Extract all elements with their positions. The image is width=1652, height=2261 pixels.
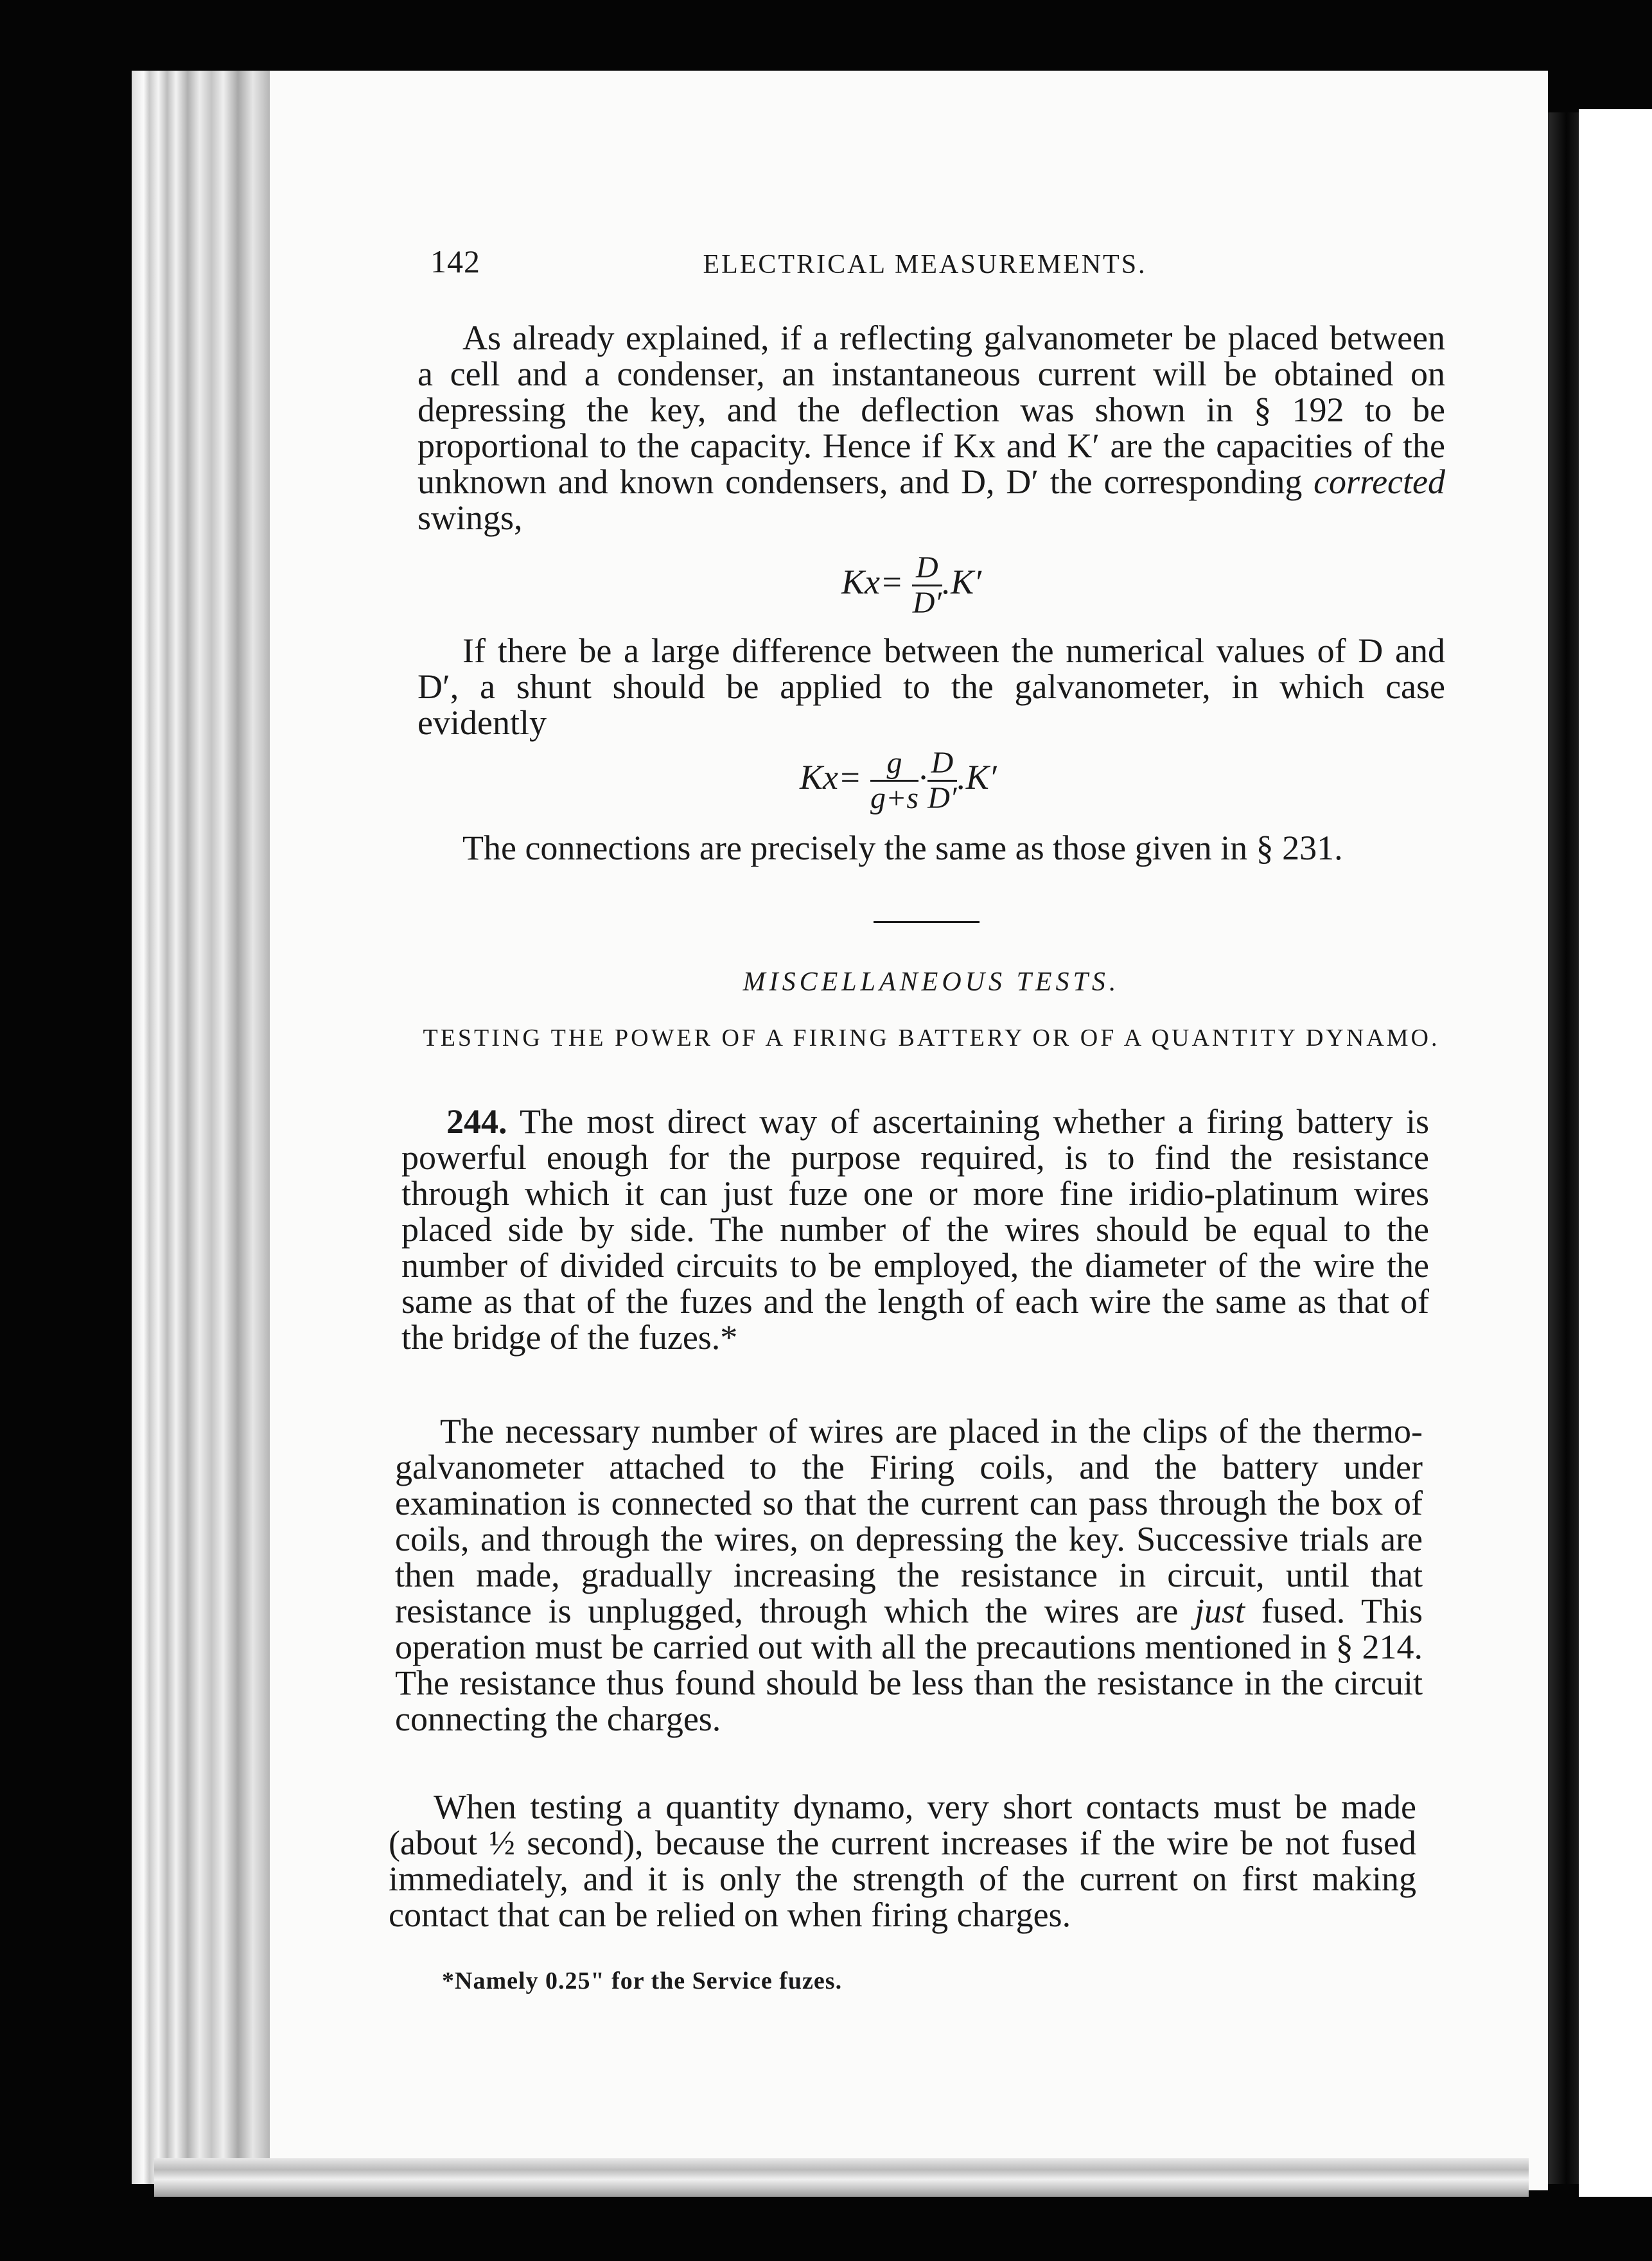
book-page-edges [132,71,279,2184]
fraction-deflection [927,746,958,815]
formula-rhs: .K′ [942,562,981,601]
paragraph-text: If there be a large difference between the numerical values of D and D′, a shunt should be applied to the galvanometer, in which case evidently [417,631,1445,742]
paragraph-text: The most direct way of ascertaining whether a firing battery is powerful enough for the purpose required, is to find the resistance through which it can just fuze one or more fine iridio-platinum wires placed side by side. The number of the wires should be equal to the number of divided circuits to be employed, the diameter of the wire the same as that of the fuzes and the length of each wire the same as that of the bridge of the fuzes.* [401,1102,1429,1357]
fraction [912,551,942,620]
paragraph-244 [401,1104,1429,1355]
fraction-denominator: D′ [927,781,957,815]
paragraph-connections [417,830,1445,866]
emphasis-text: just [1195,1592,1245,1630]
paragraph-text: fused. This operation must be carried out with all the precautions mentioned in § 214. The resistance thus found should be less than the resistance in the circuit connecting the charges. [395,1592,1423,1738]
emphasis-text: corrected [1314,462,1445,501]
fraction-numerator: g [870,746,918,782]
fraction-denominator: g+s [870,781,919,815]
paragraph-text: The necessary number of wires are placed in the clips of the thermo-galvanometer attached to the Firing coils, and the battery under examination is connected so that the current can pass through the box of coils, and through the wires, on depressing the key. Successive trials are then made, gradually increasing the resistance in circuit, until that resistance is unplugged, through which the wires are [395,1412,1423,1630]
paragraph-capacity [417,320,1445,536]
fraction-half: ½ [489,1824,515,1862]
page-number: 142 [430,243,480,279]
formula-capacity-ratio [841,551,981,620]
running-head: ELECTRICAL MEASUREMENTS. [703,250,1147,279]
book-gutter-shadow [1548,112,1579,2184]
formula-shunted-capacity [800,746,997,815]
paragraph-thermo-galvanometer [395,1413,1423,1737]
paragraph-text: second), because the current increases if the wire be not fused immediately, and it is only the strength of the current on first making contact that can be relied on when firing charges. [389,1824,1417,1934]
formula-lhs: Kx= [800,757,862,796]
paragraph-text: The connections are precisely the same as those given in § 231. [462,829,1343,867]
scan-margin [1579,109,1652,2197]
section-title: MISCELLANEOUS TESTS. [743,967,1120,997]
section-number: 244. [446,1102,507,1141]
paragraph-text: swings, [417,498,523,537]
fraction-shunt [870,746,918,815]
section-divider [874,921,980,923]
fraction-denominator: D′ [912,586,942,620]
subsection-title: TESTING THE POWER OF A FIRING BATTERY OR OF A QUANTITY DYNAMO. [423,1025,1440,1051]
paragraph-text: When testing a quantity dynamo, very short contacts must be made (about [389,1788,1416,1862]
paragraph-text: As already explained, if a reflecting galvanometer be placed between a cell and a condenser, an instantaneous current will be obtained on depressing the key, and the deflection was shown in § 192 to be proportional to the capacity. Hence if Kx and K′ are the capacities of the unknown and known condensers, and D, D′ the corresponding [417,319,1445,501]
fraction-numerator: D [912,551,942,586]
fraction-numerator: D [927,746,958,782]
book-bottom-edge [154,2158,1529,2197]
formula-dot: · [918,757,927,796]
formula-rhs: .K′ [957,757,997,796]
formula-lhs: Kx= [841,562,904,601]
page-header [411,243,1439,281]
paragraph-dynamo [389,1789,1416,1933]
paragraph-shunt [417,633,1445,741]
footnote: *Namely 0.25" for the Service fuzes. [442,1967,843,1994]
